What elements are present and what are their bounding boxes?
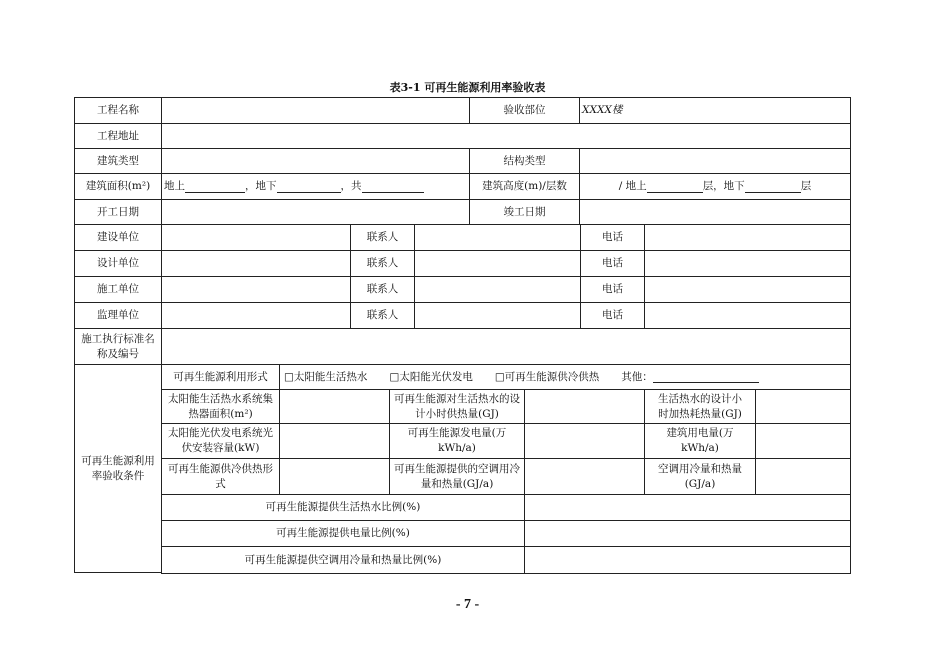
grid-label: 生活热水的设计小时加热耗热量(GJ) <box>644 389 756 424</box>
label-unit-builder: 施工单位 <box>74 276 162 303</box>
label-utilization-form: 可再生能源利用形式 <box>161 364 280 390</box>
contact-field[interactable] <box>414 276 581 303</box>
section-label: 可再生能源利用率验收条件 <box>74 364 162 573</box>
label-acceptance-part: 验收部位 <box>469 97 580 124</box>
finish-date-field[interactable] <box>579 199 851 225</box>
label-phone: 电话 <box>580 276 645 303</box>
page-number: - 7 - <box>455 597 480 612</box>
acceptance-part-value[interactable]: XXXX楼 <box>579 97 851 124</box>
label-contact: 联系人 <box>350 276 415 303</box>
label-contact: 联系人 <box>350 250 415 277</box>
label-finish-date: 竣工日期 <box>469 199 580 225</box>
label-building-area: 建筑面积(m²) <box>74 173 162 200</box>
utilization-form-options <box>279 364 851 390</box>
grid-value-field[interactable] <box>524 389 645 424</box>
below-blank[interactable] <box>277 181 341 193</box>
label-building-height: 建筑高度(m)/层数 <box>469 173 580 200</box>
ratio-label: 可再生能源提供空调用冷量和热量比例(%) <box>161 546 525 574</box>
option-renewable-heating-cooling[interactable]: □可再生能源供冷供热 <box>494 370 600 383</box>
below-floors-blank[interactable] <box>745 181 801 193</box>
table-title: 表3-1 可再生能源利用率验收表 <box>389 81 546 94</box>
label-project-address: 工程地址 <box>74 123 162 149</box>
phone-field[interactable] <box>644 302 851 329</box>
unit-supervision-field[interactable] <box>161 302 351 329</box>
grid-value-field[interactable] <box>755 458 851 495</box>
grid-label: 可再生能源提供的空调用冷量和热量(GJ/a) <box>389 458 525 495</box>
above-label: 地上 <box>164 180 185 192</box>
label-phone: 电话 <box>580 250 645 277</box>
grid-value-field[interactable] <box>524 423 645 459</box>
ratio-value-field[interactable] <box>524 520 851 547</box>
option-solar-pv[interactable]: □太阳能光伏发电 <box>389 370 473 383</box>
project-address-field[interactable] <box>161 123 851 149</box>
other-blank[interactable] <box>653 371 759 383</box>
label-unit-construction: 建设单位 <box>74 224 162 251</box>
grid-label: 可再生能源发电量(万kWh/a) <box>389 423 525 459</box>
phone-field[interactable] <box>644 250 851 277</box>
contact-field[interactable] <box>414 224 581 251</box>
grid-value-field[interactable] <box>755 423 851 459</box>
option-solar-hot-water[interactable]: □太阳能生活热水 <box>284 370 368 383</box>
phone-field[interactable] <box>644 276 851 303</box>
phone-field[interactable] <box>644 224 851 251</box>
label-unit-design: 设计单位 <box>74 250 162 277</box>
label-contact: 联系人 <box>350 302 415 329</box>
label-project-name: 工程名称 <box>74 97 162 124</box>
below-label: ，地下 <box>245 180 277 192</box>
grid-value-field[interactable] <box>279 423 390 459</box>
total-label: ，共 <box>340 180 362 192</box>
label-structure-type: 结构类型 <box>469 148 580 174</box>
ratio-label: 可再生能源提供生活热水比例(%) <box>161 494 525 521</box>
grid-label: 可再生能源供冷供热形式 <box>161 458 280 495</box>
ratio-value-field[interactable] <box>524 546 851 574</box>
grid-label: 建筑用电量(万kWh/a) <box>644 423 756 459</box>
label-contact: 联系人 <box>350 224 415 251</box>
grid-label: 太阳能生活热水系统集热器面积(m²) <box>161 389 280 424</box>
floor-unit: 层，地下 <box>702 180 745 192</box>
floor-unit2: 层 <box>800 180 812 192</box>
grid-value-field[interactable] <box>755 389 851 424</box>
grid-label: 可再生能源对生活热水的设计小时供热量(GJ) <box>389 389 525 424</box>
contact-field[interactable] <box>414 250 581 277</box>
project-name-field[interactable] <box>161 97 470 124</box>
label-standard: 施工执行标准名称及编号 <box>74 328 162 365</box>
building-height-field[interactable] <box>579 173 851 200</box>
structure-type-field[interactable] <box>579 148 851 174</box>
grid-label: 太阳能光伏发电系统光伏安装容量(kW) <box>161 423 280 459</box>
standard-field[interactable] <box>161 328 851 365</box>
unit-builder-field[interactable] <box>161 276 351 303</box>
above-floors-blank[interactable] <box>647 181 703 193</box>
height-prefix: / 地上 <box>618 180 647 192</box>
label-start-date: 开工日期 <box>74 199 162 225</box>
ratio-label: 可再生能源提供电量比例(%) <box>161 520 525 547</box>
grid-label: 空调用冷量和热量(GJ/a) <box>644 458 756 495</box>
unit-design-field[interactable] <box>161 250 351 277</box>
label-unit-supervision: 监理单位 <box>74 302 162 329</box>
ratio-value-field[interactable] <box>524 494 851 521</box>
label-phone: 电话 <box>580 302 645 329</box>
above-blank[interactable] <box>185 181 245 193</box>
unit-construction-field[interactable] <box>161 224 351 251</box>
grid-value-field[interactable] <box>279 458 390 495</box>
other-label: 其他： <box>621 370 653 383</box>
grid-value-field[interactable] <box>279 389 390 424</box>
label-phone: 电话 <box>580 224 645 251</box>
total-blank[interactable] <box>362 181 424 193</box>
building-area-field[interactable] <box>161 173 470 200</box>
label-building-type: 建筑类型 <box>74 148 162 174</box>
start-date-field[interactable] <box>161 199 470 225</box>
grid-value-field[interactable] <box>524 458 645 495</box>
building-type-field[interactable] <box>161 148 470 174</box>
contact-field[interactable] <box>414 302 581 329</box>
